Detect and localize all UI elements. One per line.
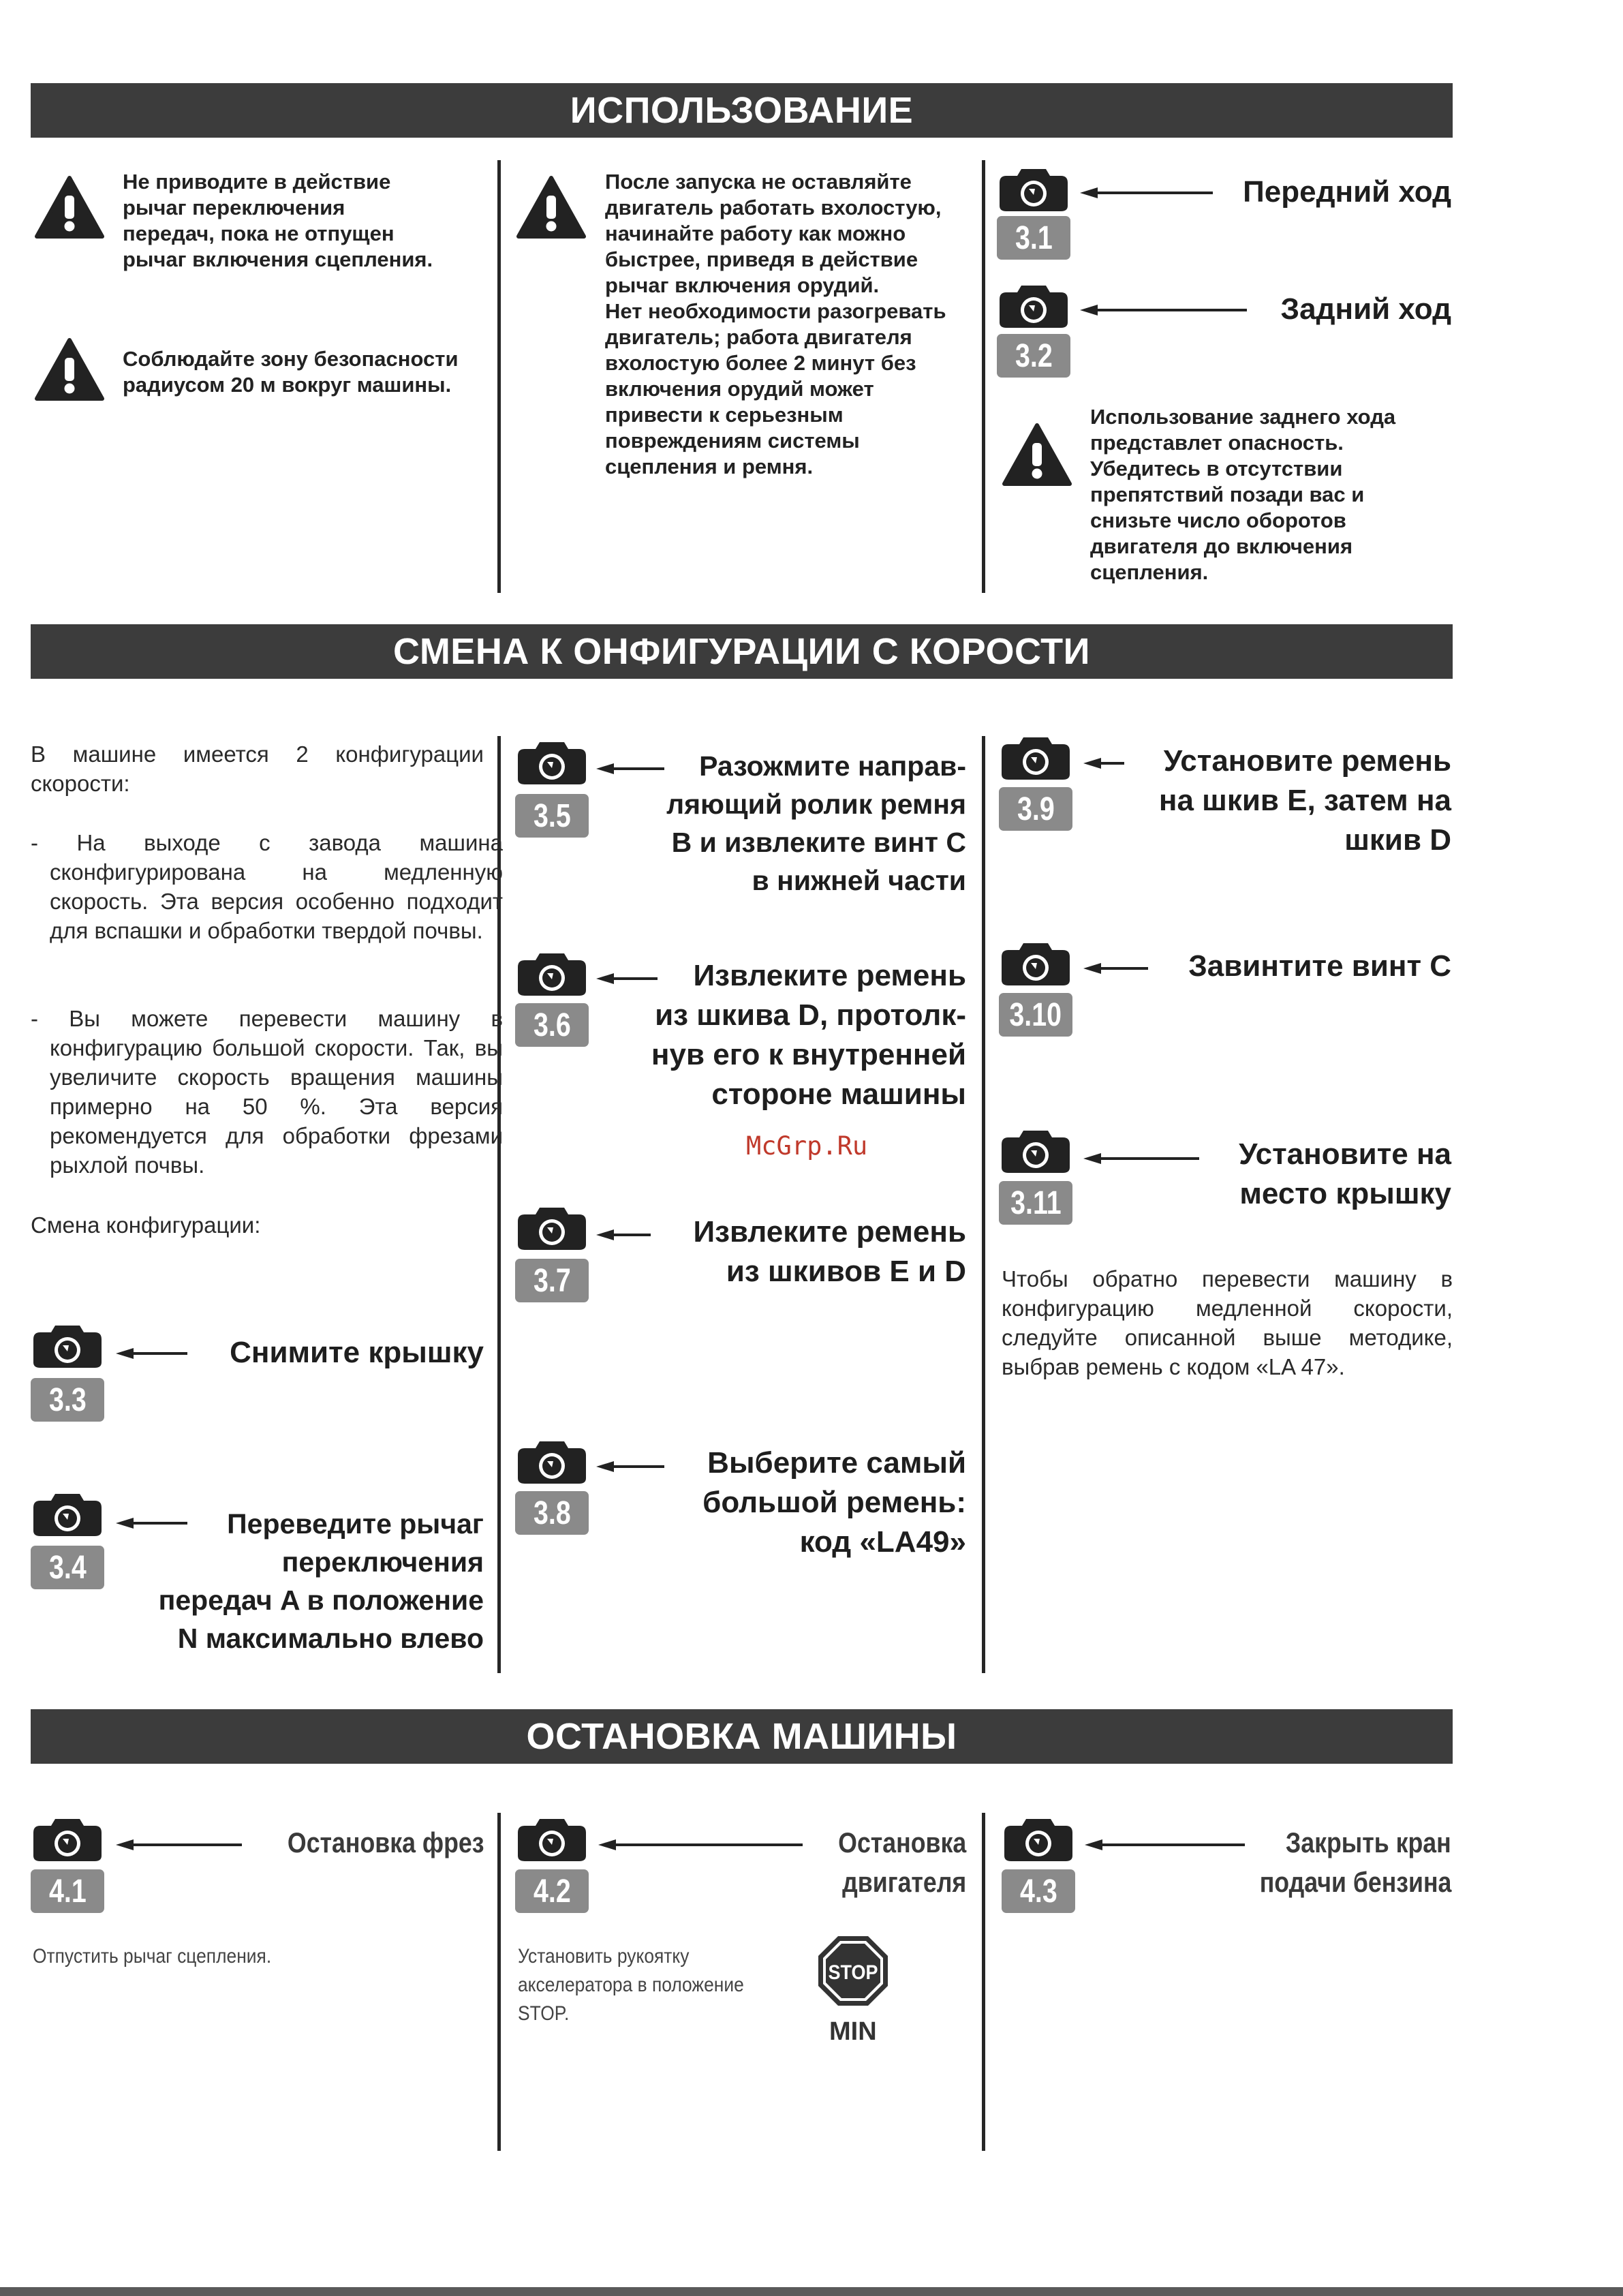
step-text-stop-engine: Остановка двигателя [837,1826,966,1898]
step-badge-3-10: 3.10 [999,993,1072,1037]
column-divider [982,736,985,1673]
camera-icon [999,736,1072,781]
step-text-select-belt: Выберите самый большой ремень: код «LA49» [702,1446,966,1559]
change-config-label: Смена конфигурации: [31,1212,261,1238]
warning-text-gear-lever: Не приводите в действие рычаг переключения передач, пока не отпущен рычаг включения сцепления. [123,170,433,271]
column-divider [497,160,501,593]
step-label-forward: Передний ход [1243,175,1451,209]
column-divider [982,1813,985,2151]
step-text-stop-tillers: Остановка фрез [287,1826,484,1858]
stop-sign-text: STOP [828,1961,878,1985]
step-text-remove-belt-ed: Извлеките ремень из шкивов E и D [693,1215,966,1288]
step-text-close-fuel-tap: Закрыть кран подачи бензина [1259,1826,1451,1898]
page-bottom-rule [0,2287,1623,2296]
step-badge-4-3: 4.3 [1002,1869,1075,1913]
step-badge-3-8: 3.8 [515,1491,589,1535]
arrow-left-icon [1080,186,1213,200]
fast-config-paragraph: - Вы можете перевести машину в конфигурацию большой скорости. Так, вы увеличите скорость вращения машины примерно на 50 %. Эта версия рекомендуется для обработки фрезами рыхлой почвы. [31,1006,503,1178]
min-label: MIN [829,2017,877,2046]
camera-icon [515,1818,589,1863]
arrow-left-icon [1080,303,1247,317]
camera-icon [999,1129,1072,1174]
warning-text-reverse: Использование заднего хода представлет опасность. Убедитесь в отсутствии препятствий позади вас и снизьте число оборотов двигателя до включения сцепления. [1090,405,1396,584]
section-title-usage: ИСПОЛЬЗОВАНИЕ [31,83,1453,138]
step-badge-3-3: 3.3 [31,1378,104,1422]
camera-icon [999,942,1072,987]
camera-icon [997,168,1070,213]
step-badge-3-9: 3.9 [999,787,1072,831]
column-divider [497,1813,501,2151]
warning-icon [516,175,587,239]
watermark: McGrp.Ru [746,1131,868,1161]
camera-icon [515,1440,589,1485]
note-throttle-stop: Установить рукоятку акселератора в положение STOP. [518,1945,744,2025]
camera-icon [515,952,589,997]
warning-text-safety-zone: Соблюдайте зону безопасности радиусом 20 м вокруг машины. [123,347,459,397]
warning-icon [34,337,105,401]
step-badge-3-4: 3.4 [31,1546,104,1589]
camera-icon [997,284,1070,329]
step-text-install-belt: Установите ремень на шкив E, затем на шкив D [1158,744,1451,857]
section-title-speed-config: СМЕНА К ОНФИГУРАЦИИ С КОРОСТИ [31,624,1453,679]
camera-icon [31,1324,104,1369]
section-title-stopping: ОСТАНОВКА МАШИНЫ [31,1709,1453,1764]
warning-icon [1002,423,1072,487]
step-text-remove-belt-d: Извлеките ремень из шкива D, протолк- нув его к внутренней стороне машины [651,959,966,1111]
arrow-left-icon [116,1838,242,1852]
step-text-gear-lever-neutral: Переведите рычаг переключения передач A в положение N максимально влево [158,1508,484,1654]
step-badge-3-1: 3.1 [997,216,1070,260]
step-text-release-pulley: Разожмите направ- ляющий ролик ремня B и извлеките винт C в нижней части [666,750,966,896]
revert-config-note: Чтобы обратно перевести машину в конфигурацию медленной скорости, следуйте описанной выше методике, выбрав ремень с кодом «LA 47». [1002,1266,1453,1379]
camera-icon [515,741,589,786]
camera-icon [31,1818,104,1863]
stop-sign-icon [816,1934,890,2008]
camera-icon [515,1206,589,1251]
camera-icon [31,1493,104,1537]
column-divider [982,160,985,593]
intro-paragraph: В машине имеется 2 конфигурации скорости: [31,741,484,796]
step-badge-4-1: 4.1 [31,1869,104,1913]
step-label-reverse: Задний ход [1280,292,1451,326]
step-text-install-cover: Установите на место крышку [1239,1137,1451,1210]
arrow-left-icon [116,1347,187,1360]
camera-icon [1002,1818,1075,1863]
step-badge-3-11: 3.11 [999,1181,1072,1225]
warning-icon [34,175,105,239]
arrow-left-icon [1083,962,1148,975]
step-badge-3-6: 3.6 [515,1003,589,1047]
warning-text-idle-engine: После запуска не оставляйте двигатель работать вхолостую, начинайте работу как можно быстрее, приведя в действие рычаг включения орудий. Нет необходимости разогревать двигатель; работа двигателя вхолостую более 2 минут без включения орудий может привести к серьезным повреждениям системы сцепления и ремня. [605,170,946,478]
note-release-clutch: Отпустить рычаг сцепления. [33,1945,272,1968]
slow-config-paragraph: - На выходе с завода машина сконфигурирована на медленную скорость. Эта версия особенно подходит для вспашки и обработки твердой почвы. [31,830,503,943]
step-text-tighten-screw: Завинтите винт C [1188,949,1451,983]
step-text-remove-cover: Снимите крышку [230,1336,484,1369]
step-badge-4-2: 4.2 [515,1869,589,1913]
step-badge-3-2: 3.2 [997,334,1070,378]
step-badge-3-5: 3.5 [515,794,589,838]
step-badge-3-7: 3.7 [515,1259,589,1302]
